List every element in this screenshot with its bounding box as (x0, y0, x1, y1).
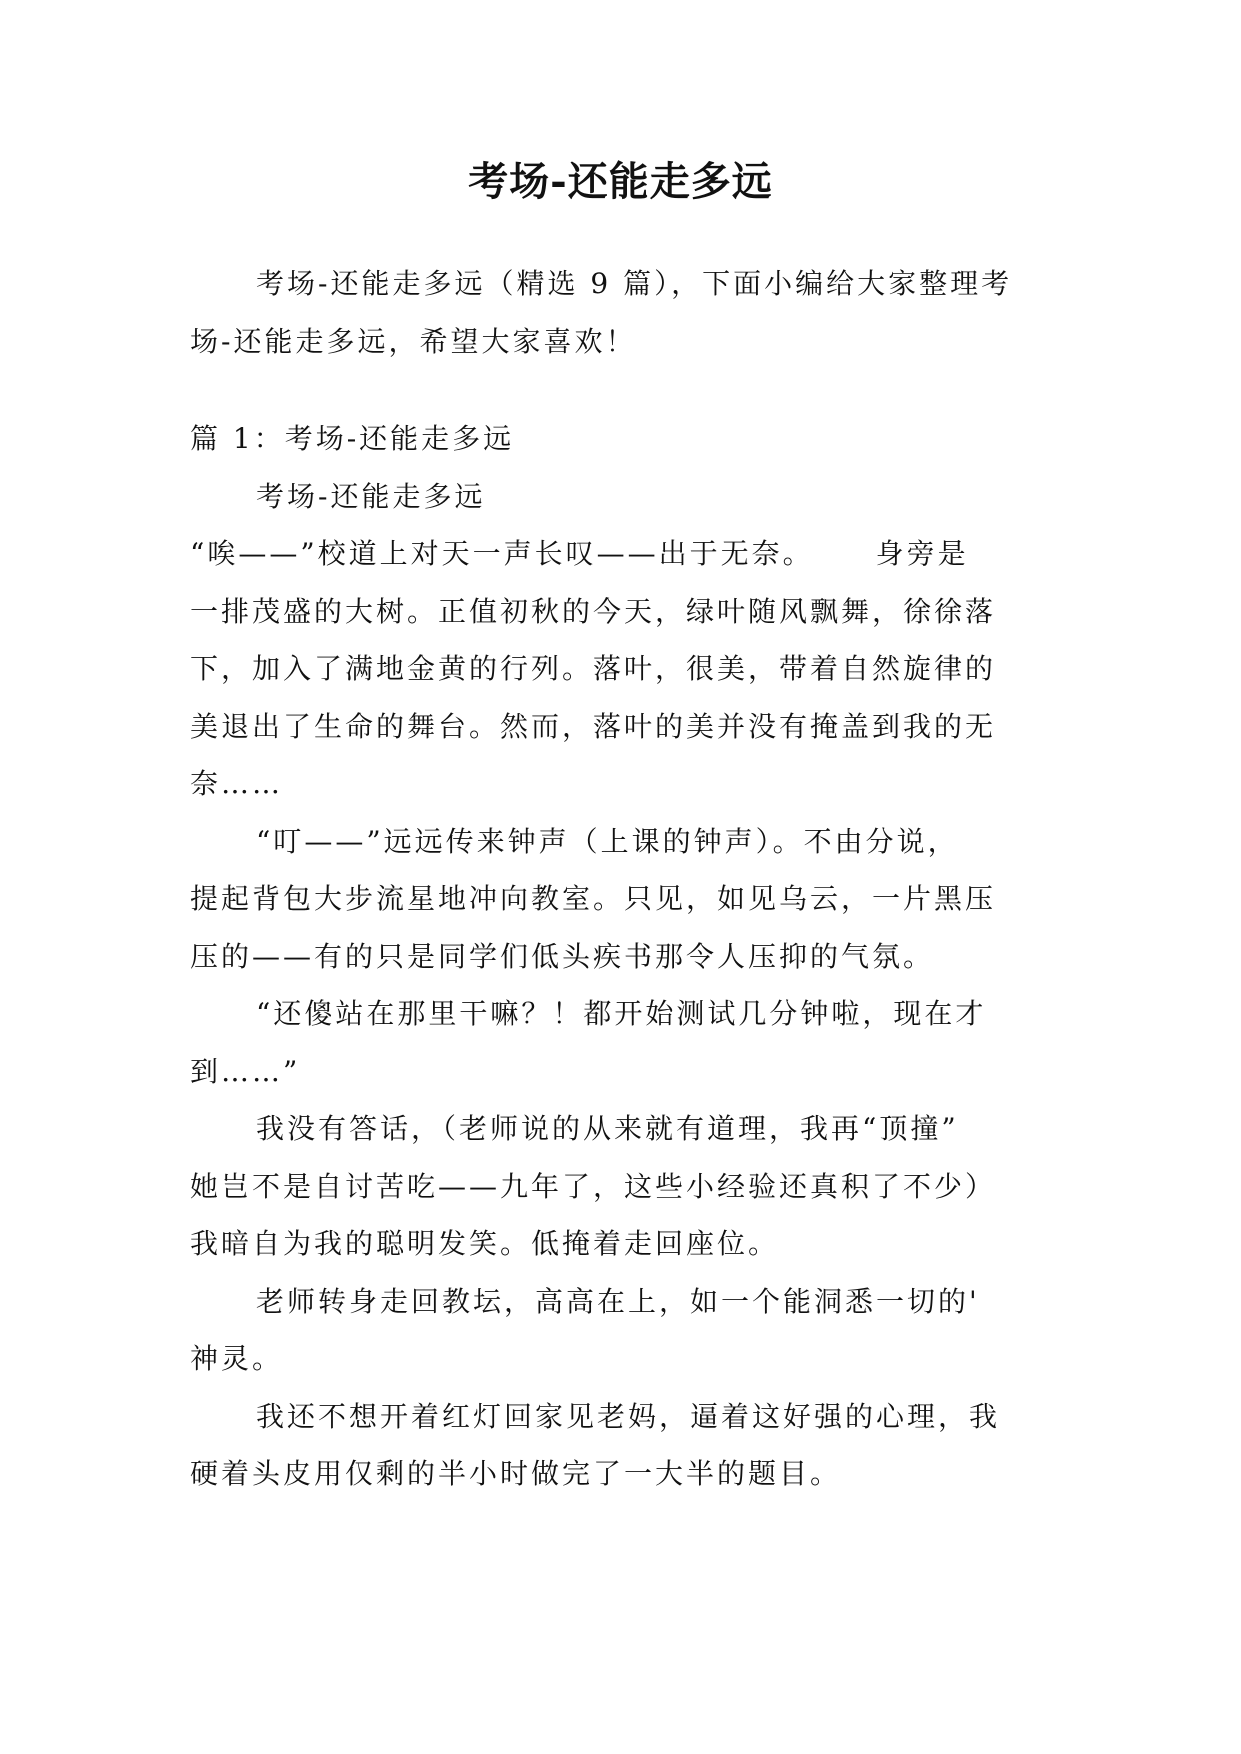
paragraph-line: 一排茂盛的大树。正值初秋的今天，绿叶随风飘舞，徐徐落 (190, 594, 997, 628)
paragraph-text: “唉——”校道上对天一声长叹——出于无奈。 (190, 537, 814, 570)
intro-line: 场-还能走多远，希望大家喜欢！ (190, 324, 637, 358)
paragraph-line: 我还不想开着红灯回家见老妈，逼着这好强的心理，我 (256, 1399, 1001, 1433)
paragraph-line: 奈…… (190, 767, 284, 800)
paragraph-line: “还傻站在那里干嘛？！都开始测试几分钟啦，现在才 (256, 997, 987, 1030)
paragraph-line: 我暗自为我的聪明发笑。低掩着走回座位。 (190, 1227, 780, 1260)
paragraph-text: 身旁是 (875, 537, 969, 570)
intro-paragraph (190, 255, 1050, 370)
paragraph-line: 到……” (190, 1054, 301, 1088)
paragraph-line: 下，加入了满地金黄的行列。落叶，很美，带着自然旋律的 (190, 652, 997, 685)
paragraph-line: 我没有答话，（老师说的从来就有道理，我再“顶撞” (256, 1112, 959, 1145)
section-subtitle: 考场-还能走多远 (256, 479, 486, 513)
paragraph-line: 提起背包大步流星地冲向教室。只见，如见乌云，一片黑压 (190, 882, 997, 915)
paragraph-line: 神灵。 (190, 1342, 284, 1375)
intro-line: 考场-还能走多远（精选 9 篇），下面小编给大家整理考 (256, 267, 1013, 300)
paragraph-line: 压的——有的只是同学们低头疾书那令人压抑的气氛。 (190, 939, 935, 973)
paragraph-line: “叮——”远远传来钟声（上课的钟声）。不由分说， (256, 824, 959, 858)
paragraph-line: 硬着头皮用仅剩的半小时做完了一大半的题目。 (190, 1457, 842, 1490)
paragraph-line: 美退出了生命的舞台。然而，落叶的美并没有掩盖到我的无 (190, 709, 997, 743)
document-title: 考场-还能走多远 (468, 158, 773, 205)
paragraph-line: 她岂不是自讨苦吃——九年了，这些小经验还真积了不少） (190, 1169, 997, 1203)
paragraph-line (190, 525, 1050, 583)
paragraph-line: 老师转身走回教坛，高高在上，如一个能洞悉一切的' (256, 1284, 980, 1318)
section-heading: 篇 1：考场-还能走多远 (190, 422, 515, 455)
article-body (190, 410, 1050, 1503)
